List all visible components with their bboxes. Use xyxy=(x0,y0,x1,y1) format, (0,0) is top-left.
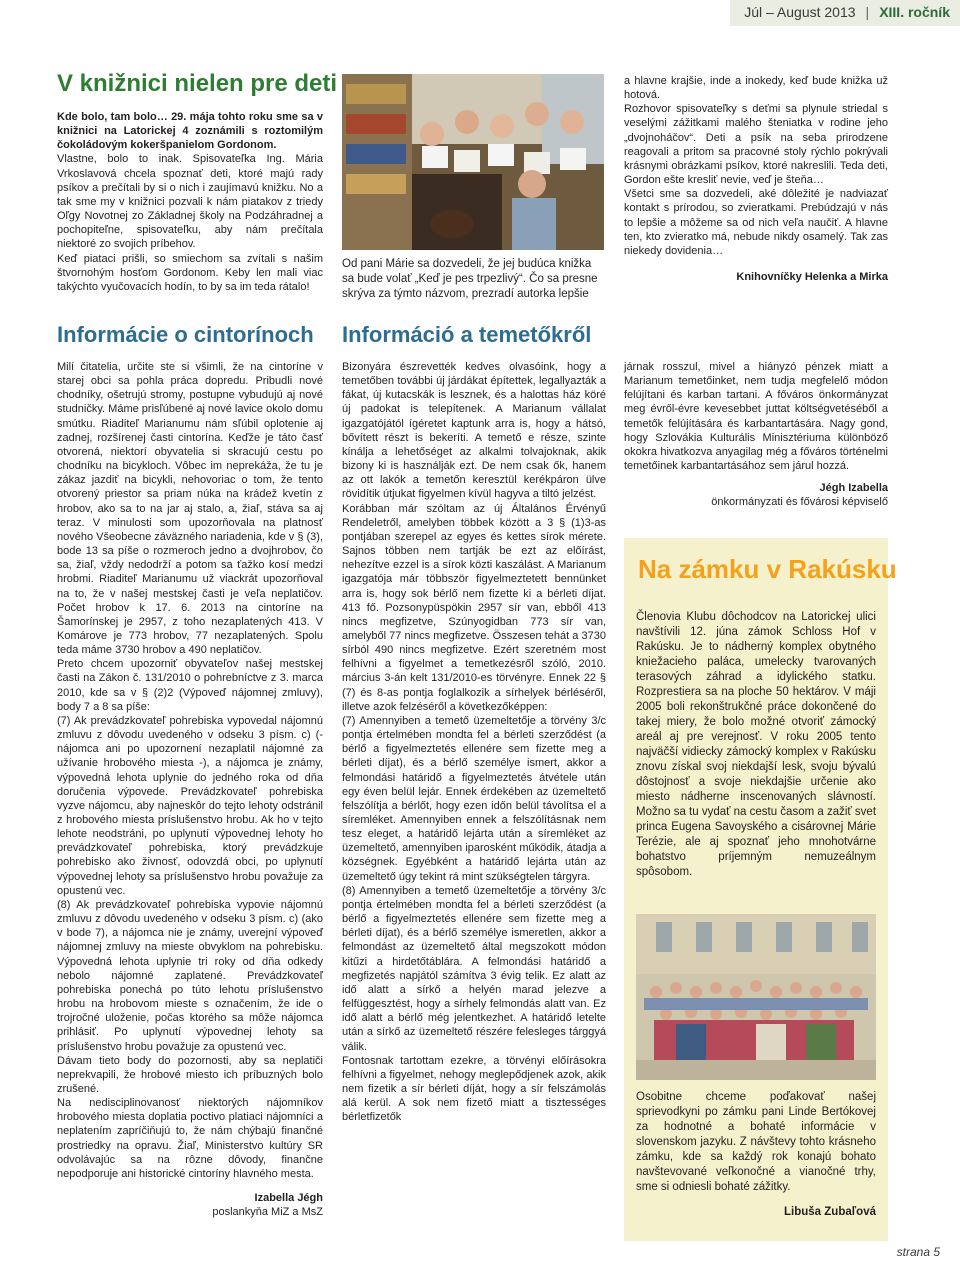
signature: Libuša Zubaľová xyxy=(784,1206,876,1218)
signature-role: önkormányzati és fővárosi képviselő xyxy=(711,496,888,509)
paragraph: Milí čitatelia, určite ste si všimli, že na cintoríne v starej obci sa pohla práca dopredu. Pribudli nové chodníky, ošetrujú stromy, postupne vybudujú aj nové studničky. Máme prisľúbené aj nové lavice okolo domu smútku. Riaditeľ Marianumu nám sľúbil oplotenie aj zadnej, rozšírenej časti cintorína. Keďže je táto časť otvorená, niektorí obyvatelia si skracujú cestu po chodníku na bicykloch. Vôbec im neprekáža, že tu je zákaz jazdiť na bicykli, nehovoriac o tom, že tento otvorený priestor sa priam núka na krádež kvetín z hrobov, ako sa to na jar aj stalo, a, žiaľ, stáva sa aj teraz. V minulosti som upozorňovala na platnosť nového Všeobecne záväzného nariadenia, kde v § (3), bode 13 sa píše o rozmeroch jedno a dvojhrobov, čo sa, žiaľ, vždy nedodrží a potom sa ťažko kosí medzi hrobmi. Riaditeľ Marianumu už viackrát upozorňoval na to, že v našej mestskej časti je veľa neplatičov. Počet hrobov k 17. 6. 2013 na cintoríne na Šamorínskej je 2957, z toho nezaplatených 413. V Komárove je 773 hrobov, 77 nezaplatených. Spolu teda máme 3730 hrobov a 490 neplatičov. xyxy=(57,361,324,657)
paragraph: Všetci sme sa dozvedeli, aké dôležité je nadviazať kontakt s prírodou, so zvieratkami. Prebúdzajú v nás to lepšie a môžeme sa od nich veľa naučiť. A hlavne ten, kto zvieratko má, nebude nikdy osamelý. Tak zas niekedy dovidenia… xyxy=(624,188,888,257)
signature: Knihovníčky Helenka a Mirka xyxy=(736,271,888,284)
paragraph: Rozhovor spisovateľky s deťmi sa plynule striedal s veselými zážitkami malého šteniatka v rodine jeho „dvojnoháčov“. Deti a psík na seba prirodzene reagovali a pritom sa pracovné stoly rýchlo pokrývali krásnymi obrázkami psíkov, ktoré nakreslili. Teda deti, Gordon ešte kresliť nevie, veď je šteňa… xyxy=(624,103,888,187)
article-title: Na zámku v Rakúsku xyxy=(638,554,897,584)
issue-date: Júl – August 2013 xyxy=(744,4,856,20)
paragraph: járnak rosszul, mivel a hiányzó pénzek miatt a Marianum temetőinket, nem tudja megfelelő módon felújítani és karban tartani. A főváros önkormányzat meg évről-évre kevesebbet juttat költségvetéséből a temetők felújítására és karbantartására. Nagy gond, hogy Szlovákia Kulturális Minisztériuma különböző okokra hivatkozva anyagilag még a főváros történelmi temetőinek karbantartásához sem járul hozzá. xyxy=(624,361,888,473)
paragraph: Fontosnak tartottam ezekre, a törvényi előírásokra felhívni a figyelmet, nehogy meglepődjenek azok, akik nem fizetik a sír bérleti díját, hogy a sír felszámolás alá kerül. A sok nem fizető miatt a tisztességes bérletfizetők xyxy=(342,1054,606,1124)
paragraph: Vlastne, bolo to inak. Spisovateľka Ing. Mária Vrkoslavová chcela spoznať deti, ktoré majú rady psíkov a prečítali by si o nich i zaujímavú knižku. No a tak sme my v knižnici pozvali k nám piatakov z triedy Oľgy Novotnej zo Základnej školy na Podzáhradnej a pochopiteľne, spisovateľku, aby nám prečítala niektoré zo svojich príbehov. xyxy=(57,153,323,251)
article-library-col3 xyxy=(624,74,888,284)
paragraph: Korábban már szóltam az új Általános Érvényű Rendeletről, amelyben többek között a 3 § (1)3-as pontjában szerepel az egyes és kettes sírok mérete. Sajnos többen nem tartják be ezt az előírást, nehezítve ezzel is a sírok közti kaszálást. A Marianum igazgatója már többször figyelmeztetett bennünket arra is, hogy sok bérlő nem fizette ki a bérleti díjat. 413 fő. Pozsonypüspökin 2957 sír van, ebből 413 nincs megfizetve, Szúnyogidban 773 sír van, amelyből 77 nincs megfizetve. Összesen tehát a 3730 sírból 490 nincs megfizetve. Ezért szeretném most felhívni a figyelmet a temetkezésről szóló, 2010. március 3-án kelt 131/2010-es törvényre. Ennek 22 § (7) és 8-as pontja foglalkozik a sírhelyek bérléséről, illetve azok felzéséről a következőképpen: xyxy=(342,502,606,713)
issue-header xyxy=(730,0,960,26)
paragraph: (8) Amennyiben a temető üzemeltetője a törvény 3/c pontja értelmében mondta fel a bérleti szerződést (a bérlő a figyelmeztetés ellenére sem fizette meg a bérleti díjat), és a bérlő személye ismeretlen, akkor a felmondást az üzemeltető által megszokott módon kitűzi a hirdetőtáblára. A felmondási határidő a megfizetés napjától számítva 3 évig telik. Ez alatt az idő alatt a sírkő a helyén marad jelezve a felfüggesztést, hogy a sírhely felmondás alatt van. Ez idő alatt a bérlő még jelentkezhet. A határidő letelte után a sírkő az üzemeltető részére felesleges tárggyá válik. xyxy=(342,884,606,1053)
article-cemetery-hu-col1 xyxy=(342,360,606,1124)
paragraph: Bizonyára észrevették kedves olvasóink, hogy a temetőben további új járdákat építettek, legallyazták a fákat, új kutacskák is lesznek, és a halottas ház köré új padokat is telepítenek. A Marianum vállalat igazgatójától ígéretet kaptunk arra is, hogy a hátsó, bővített részt is bekeríti. A temető e része, szinte kínálja a lehetőséget az alkalmi tolvajoknak, akik bizony ki is használják ezt. De nem csak ők, hanem az ott lakók a temetőn keresztül kerékpáron ülve rövidítik útjukat figyelmen kívül hagyva a tiltó jelzést. xyxy=(342,361,606,501)
signature-name: Izabella Jégh xyxy=(254,1192,323,1205)
paragraph: (7) Ak prevádzkovateľ pohrebiska vypovedal nájomnú zmluvu z dôvodu uvedeného v odseku 3 písm. c) (- nájomca ani po upozornení nezaplatil nájomné za užívanie hrobového miesta -), a nájomca je známy, výpovedná lehota uplynie do jedného roka od dňa doručenia výpovede. Prevádzkovateľ pohrebiska vyzve nájomcu, aby najneskôr do tejto lehoty odstránil z hrobového miesta príslušenstvo hrobu. Ak ho v tejto lehote neodstráni, po uplynutí výpovednej lehoty ho prevádzkovateľ pohrebiska, ktorý prevádzkuje pohrebisko ako živnosť, odovzdá obci, po uplynutí výpovednej lehoty sa príslušenstvo hrobu považuje za opustenú vec. xyxy=(57,714,323,897)
castle-article-thanks xyxy=(636,1090,876,1220)
article-title: Informácie o cintorínoch xyxy=(57,322,314,347)
page-number: strana 5 xyxy=(896,1245,940,1259)
article-library-col1 xyxy=(57,110,323,294)
signature-name: Jégh Izabella xyxy=(819,482,888,495)
paragraph: Osobitne chceme poďakovať našej sprievodkyni po zámku pani Linde Bertókovej za hodnotné a bohaté informácie v slovenskom jazyku. Z návštevy tohto krásneho zámku, kde sa každý rok konajú bohato navštevované veľkonočné a vianočné trhy, sme si odniesli bohaté zážitky. xyxy=(636,1091,876,1193)
paragraph: Preto chcem upozorniť obyvateľov našej mestskej časti na Zákon č. 131/2010 o pohrebníctve z 3. marca 2010, kde sa v § (2)2 (Výpoveď nájomnej zmluvy), body 7 a 8 sa píše: xyxy=(57,658,323,713)
article-title: V knižnici nielen pre deti xyxy=(57,70,338,97)
signature-role: poslankyňa MiZ a MsZ xyxy=(212,1206,323,1219)
paragraph: Keď piataci prišli, so smiechom sa zvítali s našim štvornohým hosťom Gordonom. Keby len mali viac takýchto vyučovacích hodín, to by sa im teda rátalo! xyxy=(57,252,323,293)
article-cemetery-sk xyxy=(57,360,323,1219)
group-photo-graphic xyxy=(636,914,876,1080)
lead-paragraph: Kde bolo, tam bolo… 29. mája tohto roku sme sa v knižnici na Latorickej 4 zoznámili s roztomilým čokoládovým kokeršpanielom Gordonom. xyxy=(57,111,323,152)
paragraph: (8) Ak prevádzkovateľ pohrebiska vypovie nájomnú zmluvu z dôvodu uvedeného v odseku 3 písm. c) (ako v bode 7), a nájomca nie je známy, uverejní výpoveď nájomnej zmluvy na mieste obvyklom na pohrebisku. Výpovedná lehota uplynie tri roky od dňa odkedy nebolo nájomné zaplatené. Prevádzkovateľ pohrebiska ponechá po túto lehotu príslušenstvo hrobu na hrobovom mieste s označením, že ide o trojročné uloženie, počas ktorého sa môže nájomca prihlásiť. Po uplynutí výpovednej lehoty sa príslušenstvo hrobu považuje za opustenú vec. xyxy=(57,898,323,1053)
paragraph: a hlavne krajšie, inde a inokedy, keď bude knižka už hotová. xyxy=(624,75,888,102)
article-title: Információ a temetőkről xyxy=(342,322,592,347)
paragraph: Členovia Klubu dôchodcov na Latorickej ulici navštívili 12. júna zámok Schloss Hof v Rakúsku. Je to nádherný komplex obytného kniežacieho paláca, umelecky tvarovaných terasových záhrad a idylického statku. Rozprestiera sa na ploche 50 hektárov. V máji 2005 boli rekonštrukčné práce dokončené do takej miery, že bolo možné otvoriť zámocký areál aj pre verejnosť. V roku 2005 tento najväčší vidiecky zámocký komplex v Rakúsku znovu získal svoj niekdajší lesk, svoju bývalú dôstojnosť a svoje niekdajšie určenie ako miesto nádherne inscenovaných slávností. Možno sa tu vydať na cestu časom a zažiť svet princa Eugena Savoyského a cisárovnej Márie Terézie, ale aj spoznať jeho mnohotvárne bohatstvo príjemným nemuzeálnym spôsobom. xyxy=(636,611,877,878)
children-photo-graphic xyxy=(342,74,604,250)
paragraph: Dávam tieto body do pozornosti, aby sa neplatiči neprekvapili, že hrobové miesto ich príbuzných bolo zrušené. xyxy=(57,1054,323,1095)
paragraph: (7) Amennyiben a temető üzemeltetője a törvény 3/c pontja értelmében mondta fel a bérleti szerződést (a bérlő a figyelmeztetés ellenére sem fizette meg a bérleti díjat), és a bérlő személye ismert, akkor a felmondási határidő a figyelmeztetés átvétele után egy éven belül lejár. Ennek érdekében az üzemeltető felszólítja a bérlőt, hogy ezen időn belül távolítsa el a síremléket. Amennyiben ennek a felszólításnak nem tesz eleget, a határidő lejárta után a síremléket az üzemeltető, amennyiben iparosként működik, átadja a községnek. Egyébként a határidő lejárta után az üzemeltető úgy tekint rá mint szükségtelen tárgyra. xyxy=(342,714,606,883)
castle-article-box xyxy=(624,538,897,1241)
castle-article-text xyxy=(636,610,876,880)
children-photo xyxy=(342,74,604,250)
photo-caption: Od pani Márie sa dozvedeli, že jej budúca knižka sa bude volať „Keď je pes trpezlivý“. Čo sa presne skrýva za týmto názvom, prezradí autorka lepšie xyxy=(342,258,598,300)
volume-label: XIII. ročník xyxy=(879,4,950,20)
group-photo xyxy=(636,914,876,1080)
paragraph: Na nedisciplinovanosť niektorých nájomníkov hrobového miesta doplatia poctivo platiaci nájomníci a neplatením zapríčiňujú to, že nám chýbajú finančné prostriedky na opravu. Žiaľ, Ministerstvo kultúry SR odvolávajúc sa na rôzne dôvody, finančne nepodporuje ani historické cintoríny hlavného mesta. xyxy=(57,1097,323,1180)
header-separator: | xyxy=(865,4,870,20)
article-cemetery-hu-col2 xyxy=(624,360,888,510)
